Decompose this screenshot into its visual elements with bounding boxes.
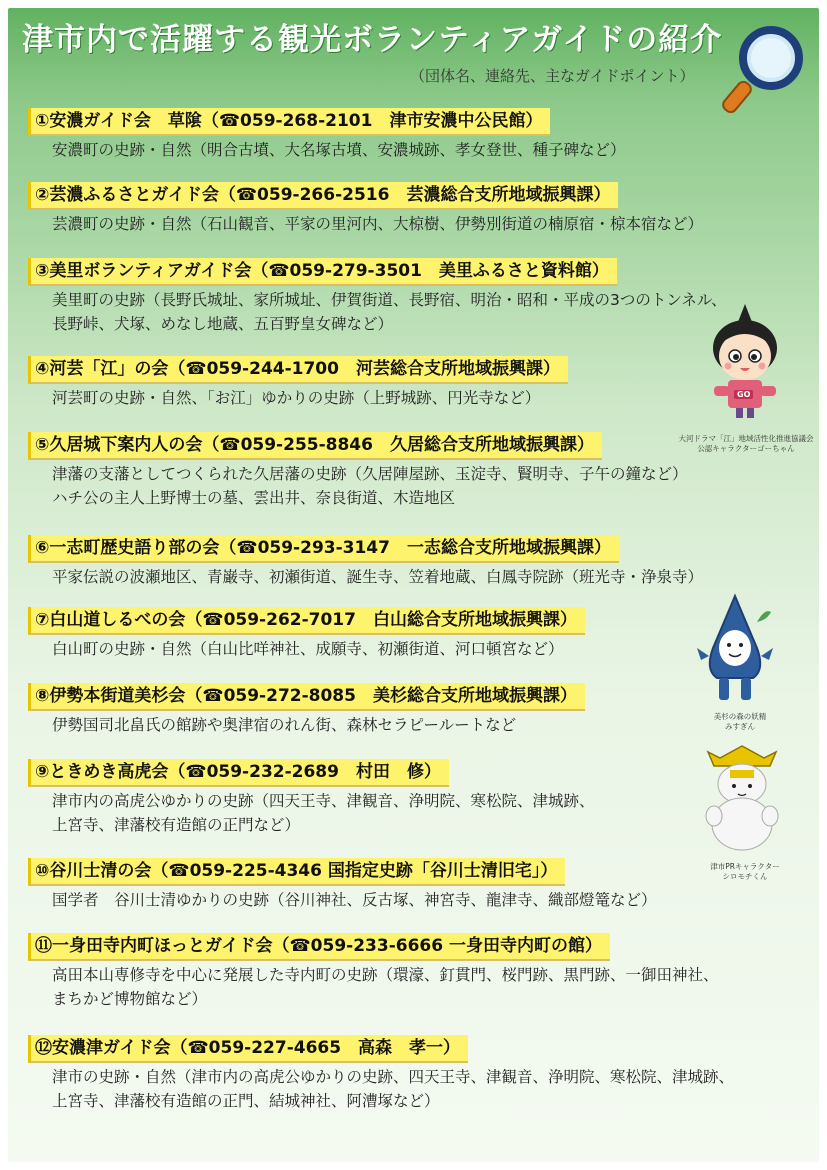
guide-name: ⑩谷川士清の会（☎059-225-4346 国指定史跡「谷川士清旧宅」）	[28, 858, 565, 886]
guide-entry-1	[28, 108, 626, 162]
guide-entry-2	[28, 182, 703, 236]
page-title: 津市内で活躍する観光ボランティアガイドの紹介	[22, 22, 723, 58]
go-badge: GO	[734, 390, 753, 399]
guide-description: 白山町の史跡・自然（白山比咩神社、成願寺、初瀬街道、河口頓宮など）	[52, 640, 564, 658]
go-chan-caption: 大河ドラマ「江」地域活性化推進協議会 公認キャラクターゴーちゃん	[678, 434, 814, 453]
misugin-caption: 美杉の森の妖精 みすぎん	[713, 712, 767, 731]
guide-description: 芸濃町の史跡・自然（石山観音、平家の里河内、大椋樹、伊勢別街道の楠原宿・椋本宿など）	[52, 215, 704, 233]
guide-description: 津市内の高虎公ゆかりの史跡（四天王寺、津観音、浄明院、寒松院、津城跡、 上宮寺、津藩校有造館の正門など）	[52, 792, 595, 834]
guide-name: ⑦白山道しるべの会（☎059-262-7017 白山総合支所地域振興課）	[28, 607, 585, 635]
guide-description: 高田本山専修寺を中心に発展した寺内町の史跡（環濠、釘貫門、桜門跡、黒門跡、一御田神社、 まちかど博物館など）	[52, 966, 719, 1008]
guide-entry-3	[28, 258, 727, 336]
guide-description: 国学者 谷川士清ゆかりの史跡（谷川神社、反古塚、神宮寺、龍津寺、織部燈篭など）	[52, 891, 657, 909]
guide-description: 河芸町の史跡・自然、「お江」ゆかりの史跡（上野城跡、円光寺など）	[52, 389, 541, 407]
go-chan-mascot-icon	[700, 300, 790, 430]
shiromochi-mascot-icon	[700, 740, 785, 860]
guide-description: 津藩の支藩としてつくられた久居藩の史跡（久居陣屋跡、玉淀寺、賢明寺、子午の鐘など） ハチ公の主人上野博士の墓、雲出井、奈良街道、木造地区	[52, 465, 688, 507]
guide-name: ⑤久居城下案内人の会（☎059-255-8846 久居総合支所地域振興課）	[28, 432, 602, 460]
guide-entry-7	[28, 607, 585, 661]
guide-description: 津市の史跡・自然（津市内の高虎公ゆかりの史跡、四天王寺、津観音、浄明院、寒松院、津城跡、 上宮寺、津藩校有造館の正門、結城神社、阿漕塚など）	[52, 1068, 735, 1110]
page-subtitle: （団体名、連絡先、主なガイドポイント）	[410, 67, 695, 85]
guide-name: ⑥一志町歴史語り部の会（☎059-293-3147 一志総合支所地域振興課）	[28, 535, 619, 563]
guide-entry-8	[28, 683, 585, 737]
guide-name: ③美里ボランティアガイド会（☎059-279-3501 美里ふるさと資料館）	[28, 258, 617, 286]
guide-entry-12	[28, 1035, 734, 1113]
guide-description: 伊勢国司北畠氏の館跡や奥津宿のれん街、森林セラピールートなど	[52, 716, 517, 734]
guide-description: 平家伝説の波瀬地区、青巌寺、初瀬街道、誕生寺、笠着地蔵、白鳳寺院跡（班光寺・浄泉寺）	[52, 568, 704, 586]
magnifier-icon	[716, 22, 811, 117]
guide-description: 安濃町の史跡・自然（明合古墳、大名塚古墳、安濃城跡、孝女登世、種子碑など）	[52, 141, 626, 159]
guide-name: ⑫安濃津ガイド会（☎059-227-4665 高森 孝一）	[28, 1035, 468, 1063]
guide-name: ⑨ときめき高虎会（☎059-232-2689 村田 修）	[28, 759, 449, 787]
guide-entry-4	[28, 356, 568, 410]
guide-entry-6	[28, 535, 703, 589]
guide-description: 美里町の史跡（長野氏城址、家所城址、伊賀街道、長野宿、明治・昭和・平成の3つのトンネル、 長野峠、犬塚、めなし地蔵、五百野皇女碑など）	[52, 291, 727, 333]
guide-name: ⑧伊勢本街道美杉会（☎059-272-8085 美杉総合支所地域振興課）	[28, 683, 585, 711]
guide-entry-9	[28, 759, 595, 837]
guide-name: ④河芸「江」の会（☎059-244-1700 河芸総合支所地域振興課）	[28, 356, 568, 384]
shiromochi-caption: 津市PRキャラクター シロモチくん	[710, 862, 780, 881]
guide-entry-11	[28, 933, 719, 1011]
guide-name: ①安濃ガイド会 草隂（☎059-268-2101 津市安濃中公民館）	[28, 108, 550, 136]
guide-entry-5	[28, 432, 688, 510]
guide-entry-10	[28, 858, 657, 912]
guide-name: ⑪一身田寺内町ほっとガイド会（☎059-233-6666 一身田寺内町の館）	[28, 933, 610, 961]
misugin-mascot-icon	[695, 590, 775, 710]
guide-name: ②芸濃ふるさとガイド会（☎059-266-2516 芸濃総合支所地域振興課）	[28, 182, 618, 210]
